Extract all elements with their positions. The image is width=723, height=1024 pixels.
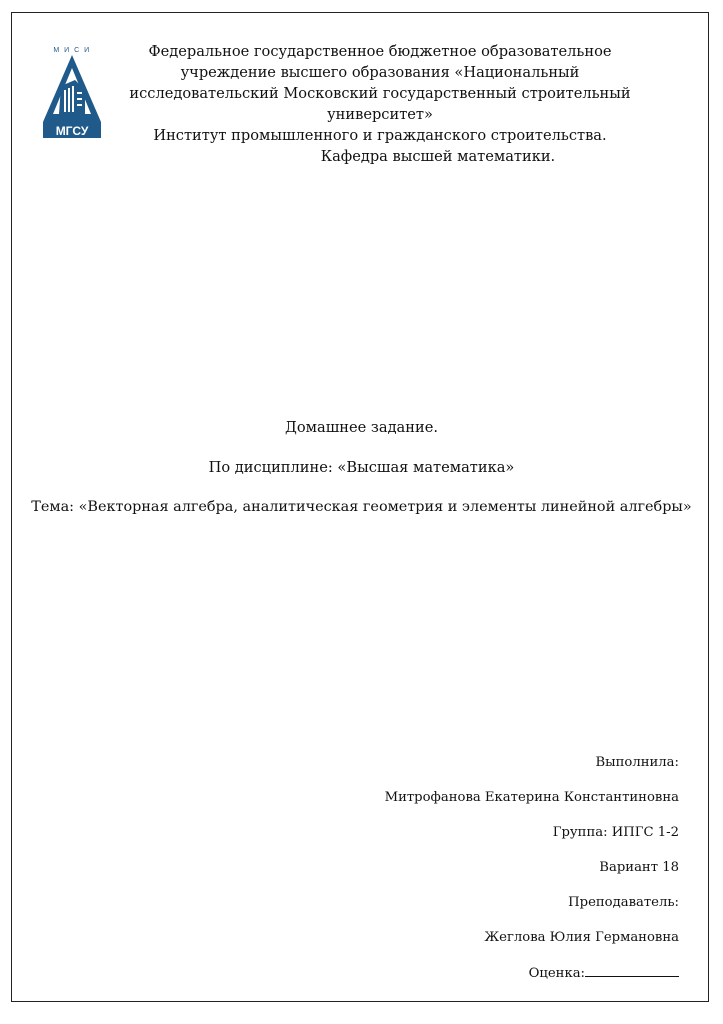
svg-text:М И С И: М И С И bbox=[53, 47, 91, 54]
institution-header bbox=[110, 41, 650, 167]
header-line-1: Федеральное государственное бюджетное образовательное bbox=[148, 43, 612, 60]
discipline-line: По дисциплине: «Высшая математика» bbox=[208, 459, 515, 476]
svg-text:МГСУ: МГСУ bbox=[55, 124, 89, 138]
institute-name: Институт промышленного и гражданского строительства. bbox=[153, 127, 607, 144]
header-line-3: исследовательский Московский государственный строительный bbox=[129, 85, 631, 102]
department-name: Кафедра высшей математики. bbox=[320, 148, 556, 165]
teacher-label: Преподаватель: bbox=[568, 895, 679, 910]
topic-line: Тема: «Векторная алгебра, аналитическая геометрия и элементы линейной алгебры» bbox=[31, 499, 692, 515]
grade-label: Оценка: bbox=[528, 966, 585, 981]
homework-title: Домашнее задание. bbox=[285, 419, 438, 436]
group-number: Группа: ИПГС 1-2 bbox=[552, 825, 679, 840]
university-logo bbox=[39, 44, 105, 138]
header-line-4: университет» bbox=[327, 106, 433, 123]
header-line-2: учреждение высшего образования «Национальный bbox=[180, 64, 580, 81]
grade-field bbox=[529, 965, 679, 981]
variant-number: Вариант 18 bbox=[599, 860, 679, 875]
student-name: Митрофанова Екатерина Константиновна bbox=[384, 790, 679, 805]
teacher-name: Жеглова Юлия Германовна bbox=[484, 930, 679, 945]
grade-blank-line bbox=[585, 965, 679, 977]
performed-by-label: Выполнила: bbox=[595, 755, 679, 770]
